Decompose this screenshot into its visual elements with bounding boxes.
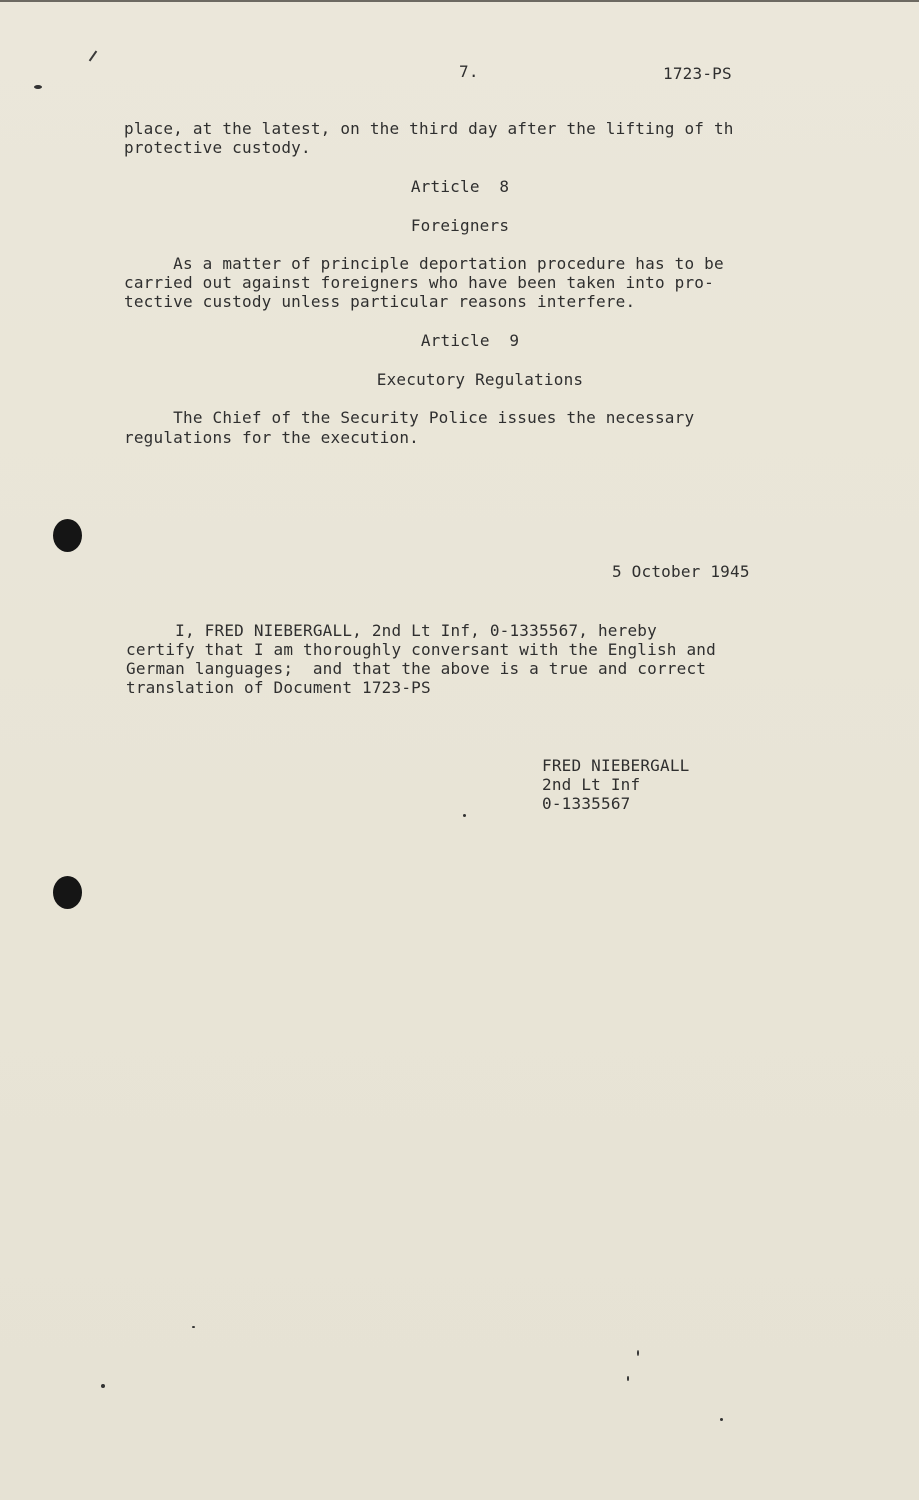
certification-line-3: German languages; and that the above is a true and correct	[126, 659, 707, 678]
certification-line-2: certify that I am thoroughly conversant with the English and	[126, 640, 716, 659]
article-8-line-2: carried out against foreigners who have been taken into pro-	[124, 273, 714, 292]
certification-date: 5 October 1945	[612, 562, 750, 581]
article-8-line-1: As a matter of principle deportation procedure has to be	[124, 254, 724, 273]
article-9-heading: Article 9	[420, 331, 520, 350]
punch-hole-upper	[53, 519, 82, 552]
top-edge-rule	[0, 0, 919, 2]
ink-speck-left	[34, 85, 42, 89]
ink-speck-3	[192, 1326, 195, 1328]
article-9-title: Executory Regulations	[376, 370, 584, 389]
ink-mark-top-left	[89, 51, 98, 62]
punch-hole-lower	[53, 876, 82, 909]
article-8-heading: Article 8	[410, 177, 510, 196]
certification-line-1: I, FRED NIEBERGALL, 2nd Lt Inf, 0-1335567, hereby	[126, 621, 657, 640]
document-reference: 1723-PS	[663, 64, 732, 83]
signature-name: FRED NIEBERGALL	[542, 756, 690, 775]
certification-line-4: translation of Document 1723-PS	[126, 678, 431, 697]
continuation-line-1: place, at the latest, on the third day after the lifting of th	[124, 119, 734, 138]
article-9-line-2: regulations for the execution.	[124, 428, 419, 447]
ink-speck-2	[101, 1384, 105, 1388]
ink-speck-6	[720, 1418, 723, 1421]
article-8-line-3: tective custody unless particular reasons interfere.	[124, 292, 636, 311]
signature-rank: 2nd Lt Inf	[542, 775, 641, 794]
ink-speck-5	[627, 1376, 629, 1381]
ink-speck-1	[463, 814, 466, 817]
continuation-line-2: protective custody.	[124, 138, 311, 157]
signature-serial: 0-1335567	[542, 794, 631, 813]
page-number: 7.	[459, 62, 479, 81]
article-9-line-1: The Chief of the Security Police issues the necessary	[124, 408, 695, 427]
article-8-title: Foreigners	[410, 216, 510, 235]
ink-speck-4	[637, 1350, 639, 1356]
